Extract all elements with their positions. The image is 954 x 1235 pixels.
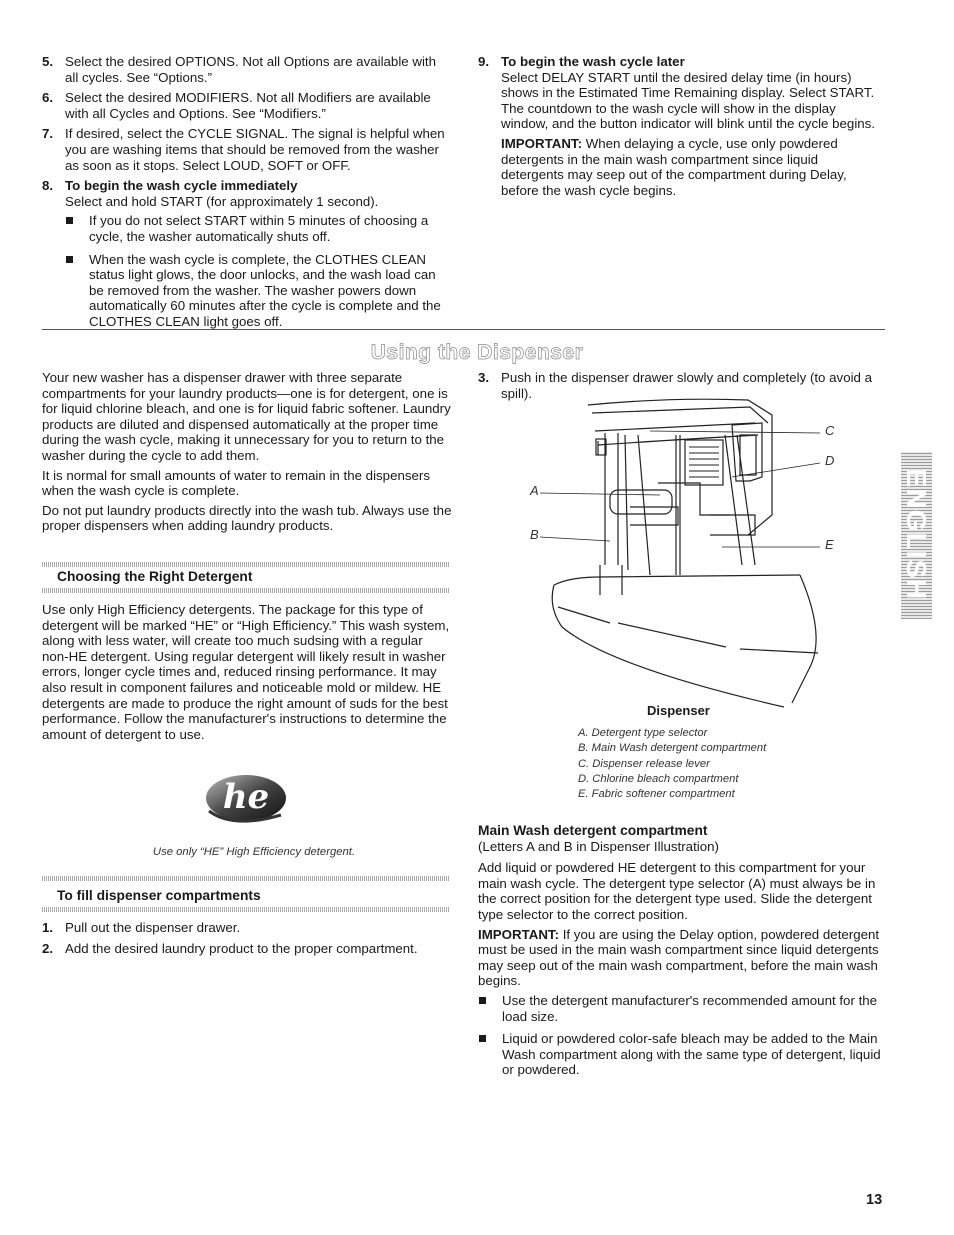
step-3-text: Push in the dispenser drawer slowly and completely (to avoid a spill). bbox=[501, 370, 873, 401]
step-7 bbox=[42, 126, 452, 173]
bullet-item: If you do not select START within 5 minutes of choosing a cycle, the washer automatically shuts off. bbox=[65, 213, 452, 244]
section-title: Using the Dispenser bbox=[370, 341, 584, 364]
dispenser-intro bbox=[42, 370, 452, 538]
intro-paragraph: Your new washer has a dispenser drawer with three separate compartments for your laundry products—one is for detergent, one is for liquid chlorine bleach, and one is for liquid fabric softener. Laundry products are diluted and dispensed automatically at the proper time during the wash cycle, making it unnecessary for you to return to the washer during the cycle to add them. bbox=[42, 370, 451, 463]
dispenser-illustration bbox=[500, 395, 850, 710]
language-tab bbox=[901, 452, 932, 619]
label-d: D bbox=[825, 453, 835, 468]
fill-step-1 bbox=[42, 920, 452, 936]
step-text: Add the desired laundry product to the proper compartment. bbox=[65, 940, 418, 956]
step-number: 7. bbox=[42, 126, 54, 142]
intro-paragraph: Do not put laundry products directly into the wash tub. Always use the proper dispensers when adding laundry products. bbox=[42, 502, 452, 534]
legend-item: E. Fabric softener compartment bbox=[578, 788, 735, 801]
steps-5-to-8 bbox=[42, 54, 452, 330]
main-wash-section bbox=[478, 823, 888, 1085]
label-a: A bbox=[530, 483, 539, 498]
dispenser-drawing bbox=[500, 395, 850, 710]
heading-rule bbox=[42, 562, 450, 567]
heading-rule bbox=[42, 876, 450, 881]
fill-step-2 bbox=[42, 941, 452, 957]
top-left-column bbox=[42, 54, 452, 337]
step-9-text: Select DELAY START until the desired delay time (in hours) shows in the Estimated Time Remaining display. Select START. The countdown to the wash cycle will show in the display window, and the button indicator will blink until the cycle begins. bbox=[501, 69, 876, 132]
main-wash-important bbox=[478, 927, 888, 989]
he-logo-text: he bbox=[222, 777, 270, 817]
label-c: C bbox=[825, 423, 835, 438]
step-number: 8. bbox=[42, 178, 54, 194]
label-e: E bbox=[825, 537, 834, 552]
step-8-text: Select and hold START (for approximately 1 second). bbox=[65, 193, 379, 209]
step-number: 1. bbox=[42, 920, 54, 935]
choosing-text bbox=[42, 602, 452, 746]
choosing-heading: Choosing the Right Detergent bbox=[57, 569, 253, 584]
choosing-paragraph: Use only High Efficiency detergents. The package for this type of detergent will be marked “HE” or “High Efficiency.” This wash system, along with less water, will create too much sudsing with a regular non-HE detergent. Using regular detergent will likely result in washer errors, longer cycle times and, reduced rinsing performance. It may also result in component failures and noticeable mold or mildew. HE detergents are made to produce the right amount of suds for the best performance. Follow the manufacturer's instructions to determine the amount of detergent to use. bbox=[42, 602, 450, 742]
step-number: 2. bbox=[42, 940, 54, 956]
fill-heading: To fill dispenser compartments bbox=[57, 888, 261, 903]
step-text: If desired, select the CYCLE SIGNAL. The signal is helpful when you are washing items that should be removed from the washer as soon as it stops. Select LOUD, SOFT or OFF. bbox=[65, 126, 445, 173]
intro-paragraph: It is normal for small amounts of water to remain in the dispensers when the wash cycle is complete. bbox=[42, 467, 430, 499]
section-divider bbox=[42, 329, 885, 330]
step-number: 6. bbox=[42, 90, 54, 106]
heading-rule bbox=[42, 907, 450, 912]
step-number: 5. bbox=[42, 54, 54, 69]
step-9-important bbox=[501, 136, 878, 198]
step-number: 3. bbox=[478, 370, 490, 385]
step-8-bullets bbox=[65, 213, 452, 329]
legend-item: A. Detergent type selector bbox=[578, 727, 708, 739]
top-right-column bbox=[478, 54, 878, 202]
main-wash-text: Add liquid or powdered HE detergent to this compartment for your main wash cycle. The detergent type selector (A) must always be in the correct position for the detergent type used. Slide the detergent type selector to the correct position. bbox=[478, 860, 876, 922]
heading-rule bbox=[42, 588, 450, 593]
bullet-item: Liquid or powdered color-safe bleach may be added to the Main Wash compartment along with the same type of detergent, liquid or powdered. bbox=[478, 1031, 888, 1078]
step-9-title: To begin the wash cycle later bbox=[501, 54, 685, 69]
diagram-legend bbox=[578, 726, 766, 802]
diagram-caption: Dispenser bbox=[647, 703, 710, 718]
step-text: Select the desired MODIFIERS. Not all Modifiers are available with all Cycles and Options. See “Modifiers.” bbox=[65, 90, 431, 121]
main-wash-heading: Main Wash detergent compartment bbox=[478, 823, 708, 838]
main-wash-bullets bbox=[478, 993, 888, 1078]
bullet-item: Use the detergent manufacturer's recommended amount for the load size. bbox=[478, 993, 888, 1024]
main-wash-sub: (Letters A and B in Dispenser Illustration) bbox=[478, 838, 719, 854]
important-text: When delaying a cycle, use only powdered detergents in the main wash compartment since liquid detergents may seep out of the compartment during Delay, before the wash cycle begins. bbox=[501, 135, 847, 198]
legend-item: D. Chlorine bleach compartment bbox=[578, 772, 739, 785]
fill-steps bbox=[42, 920, 452, 961]
language-tab-label: ENGLISH bbox=[901, 468, 932, 601]
bullet-item: When the wash cycle is complete, the CLOTHES CLEAN status light glows, the door unlocks, and the wash load can be removed from the washer. The washer powers down automatically 60 minutes after the cycle is complete and the CLOTHES CLEAN light goes off. bbox=[65, 252, 452, 330]
he-logo-caption: Use only “HE” High Efficiency detergent. bbox=[152, 846, 356, 858]
legend-item: B. Main Wash detergent compartment bbox=[578, 742, 767, 755]
step-text: Pull out the dispenser drawer. bbox=[65, 920, 241, 935]
step-5 bbox=[42, 54, 452, 85]
step-6 bbox=[42, 90, 452, 121]
step-text: Select the desired OPTIONS. Not all Options are available with all cycles. See “Options.” bbox=[65, 54, 437, 85]
fill-steps-list bbox=[42, 920, 452, 956]
step-9 bbox=[478, 54, 878, 198]
label-b: B bbox=[530, 527, 539, 542]
legend-item: C. Dispenser release lever bbox=[578, 757, 710, 770]
important-text: If you are using the Delay option, powdered detergent must be used in the main wash compartment since liquid detergents may seep out of the main wash compartment, before the main wash begins. bbox=[478, 926, 880, 989]
step-8 bbox=[42, 178, 452, 329]
step-number: 9. bbox=[478, 54, 490, 69]
step-8-title: To begin the wash cycle immediately bbox=[65, 178, 298, 194]
important-label: IMPORTANT: bbox=[478, 926, 560, 942]
page-number: 13 bbox=[866, 1192, 883, 1208]
he-logo bbox=[203, 773, 289, 827]
important-label: IMPORTANT: bbox=[501, 135, 583, 151]
